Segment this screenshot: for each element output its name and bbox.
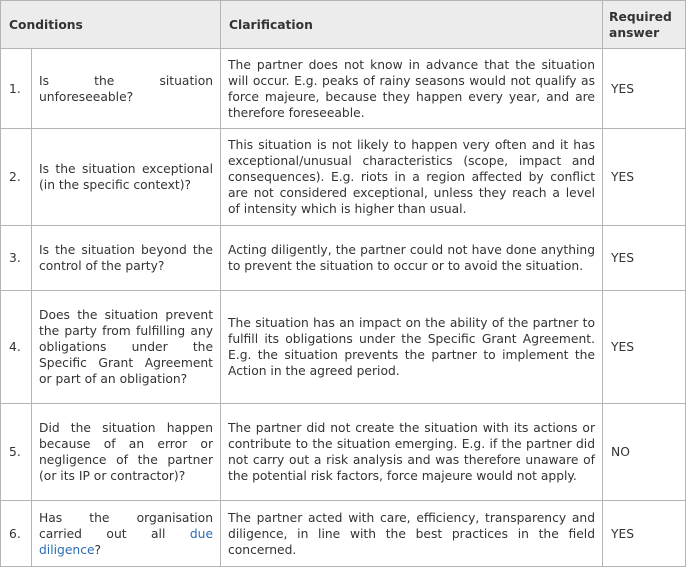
row-number: 6.: [1, 501, 32, 567]
condition-cell: Is the situation unforeseeable?: [32, 49, 221, 129]
table-row: [1, 404, 686, 501]
clarification-cell: The situation has an impact on the ability of the partner to fulfill its obligations under the Specific Grant Agreement. E.g. the situation prevents the partner to implement the Action in the agreed period.: [221, 291, 603, 404]
clarification-cell: The partner did not create the situation with its actions or contribute to the situation emerging. E.g. if the partner did not carry out a risk analysis and was therefore unaware of the potential risk factors, force majeure would not apply.: [221, 404, 603, 501]
answer-cell: YES: [603, 226, 686, 291]
answer-cell: NO: [603, 404, 686, 501]
condition-cell: Is the situation exceptional (in the specific context)?: [32, 129, 221, 226]
header-required-answer: Required answer: [603, 1, 686, 49]
row-number: 5.: [1, 404, 32, 501]
condition-cell: [32, 501, 221, 567]
clarification-cell: The partner acted with care, efficiency, transparency and diligence, in line with the best practices in the field concerned.: [221, 501, 603, 567]
header-clarification: Clarification: [221, 1, 603, 49]
condition-text-end: ?: [94, 542, 102, 557]
header-row: [1, 1, 686, 49]
answer-cell: YES: [603, 501, 686, 567]
condition-text: Has the organisation carried out all: [39, 510, 214, 541]
due-diligence-link[interactable]: due diligence: [39, 526, 214, 557]
condition-cell: Is the situation beyond the control of the party?: [32, 226, 221, 291]
row-number: 1.: [1, 49, 32, 129]
row-number: 2.: [1, 129, 32, 226]
table-row: [1, 501, 686, 567]
clarification-cell: Acting diligently, the partner could not have done anything to prevent the situation to occur or to avoid the situation.: [221, 226, 603, 291]
table-row: [1, 291, 686, 404]
answer-cell: YES: [603, 129, 686, 226]
clarification-cell: The partner does not know in advance that the situation will occur. E.g. peaks of rainy seasons would not qualify as force majeure, because they happen every year, and are therefore foreseeable.: [221, 49, 603, 129]
condition-cell: Did the situation happen because of an error or negligence of the partner (or its IP or contractor)?: [32, 404, 221, 501]
table-row: [1, 49, 686, 129]
header-conditions: Conditions: [1, 1, 221, 49]
row-number: 3.: [1, 226, 32, 291]
answer-cell: YES: [603, 291, 686, 404]
table-row: [1, 129, 686, 226]
table-row: [1, 226, 686, 291]
condition-cell: Does the situation prevent the party from fulfilling any obligations under the Specific Grant Agreement or part of an obligation?: [32, 291, 221, 404]
answer-cell: YES: [603, 49, 686, 129]
clarification-cell: This situation is not likely to happen very often and it has exceptional/unusual characteristics (scope, impact and consequences). E.g. riots in a region affected by conflict are not considered exceptional, unless they reach a level of intensity which is higher than usual.: [221, 129, 603, 226]
row-number: 4.: [1, 291, 32, 404]
